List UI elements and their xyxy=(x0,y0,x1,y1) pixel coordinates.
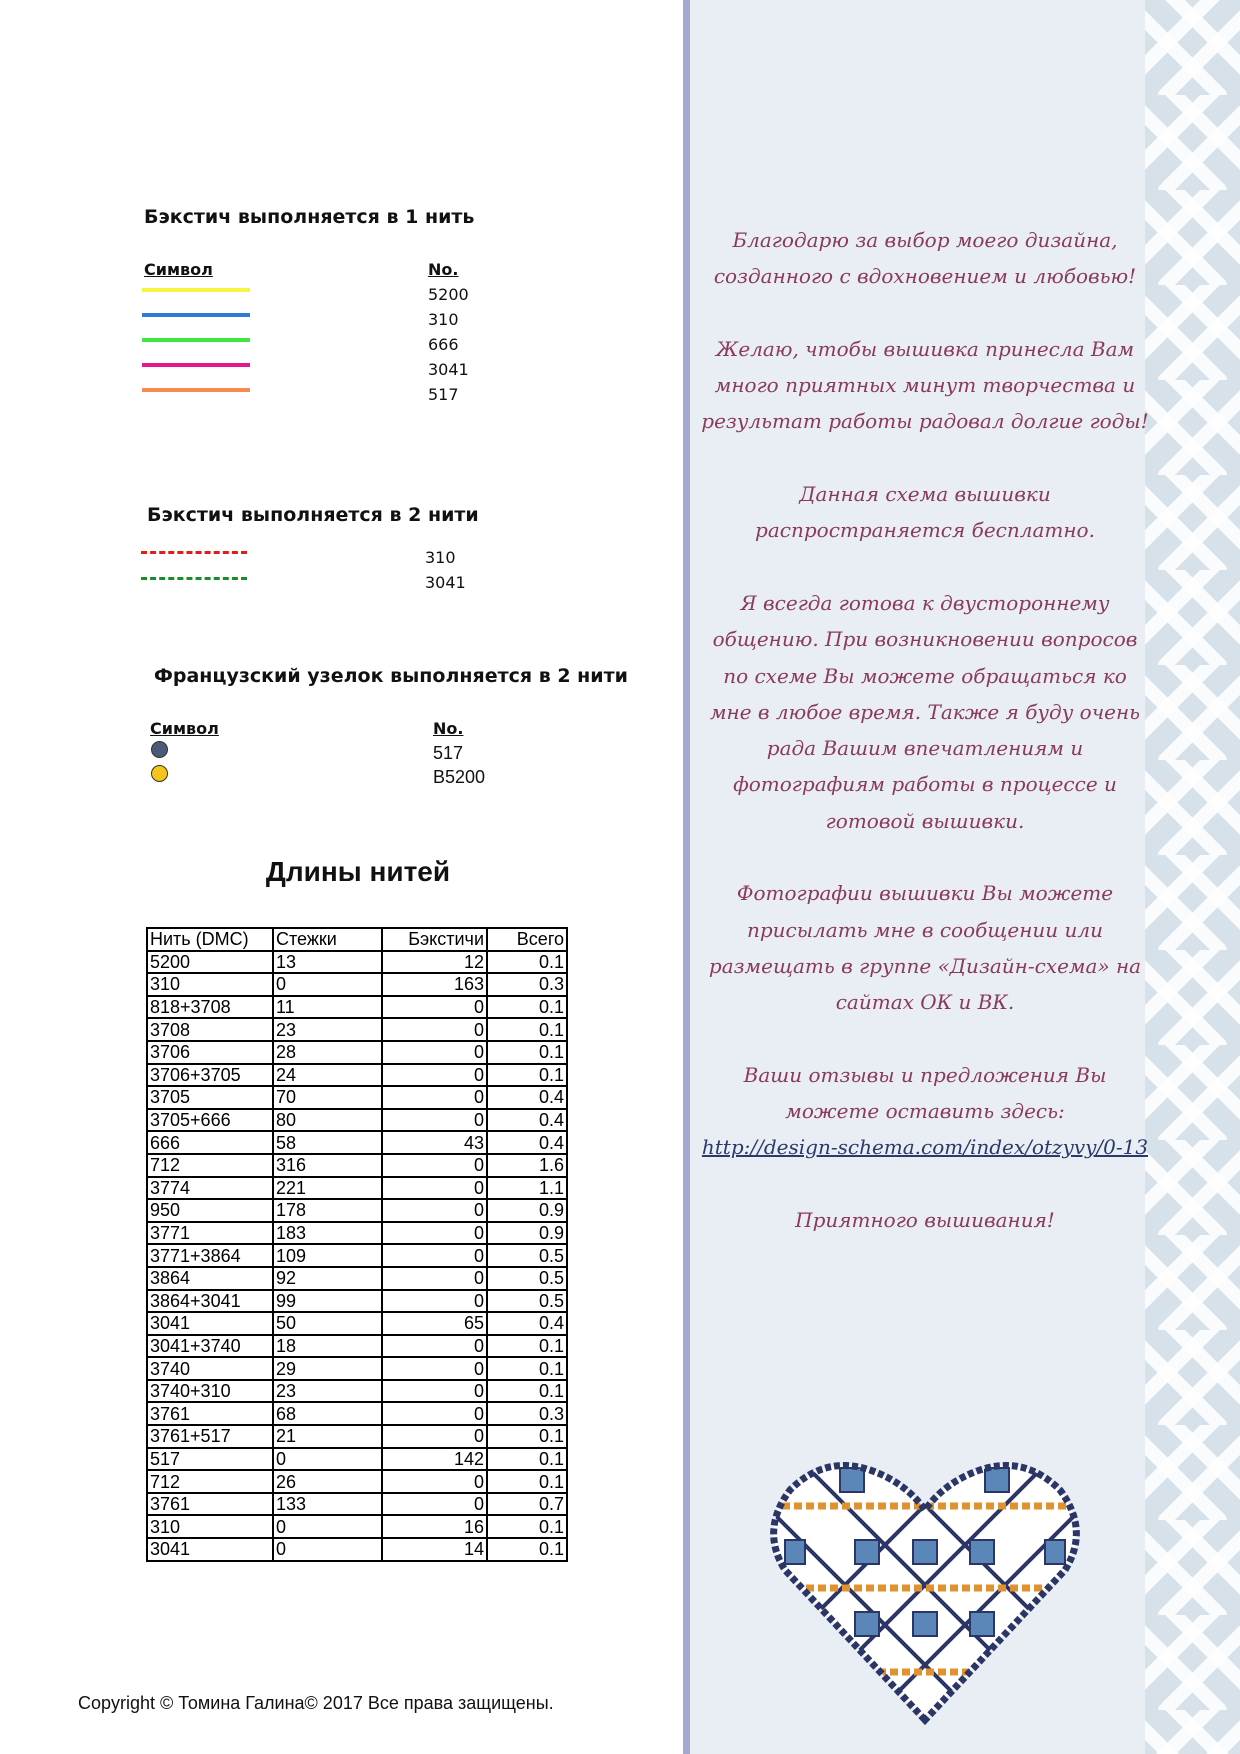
cell-total: 1.6 xyxy=(487,1154,567,1177)
cell-total: 0.1 xyxy=(487,1538,567,1561)
backstitch-no: 310 xyxy=(428,310,459,329)
message-paragraph: Фотографии вышивки Вы можете присылать мне в сообщении или размещать в группе «Дизайн-схема» на сайтах ОК и ВК. xyxy=(708,881,1142,1015)
cell-total: 0.1 xyxy=(487,1335,567,1358)
cell-total: 0.1 xyxy=(487,1380,567,1403)
backstitch-2-no: 310 xyxy=(425,548,456,567)
cell-total: 0.5 xyxy=(487,1244,567,1267)
table-row xyxy=(147,1177,567,1200)
table-row xyxy=(147,1493,567,1516)
cell-thread: 3761 xyxy=(147,1493,273,1516)
cell-thread: 5200 xyxy=(147,951,273,974)
cell-total: 0.4 xyxy=(487,1131,567,1154)
message-text xyxy=(700,222,1150,1275)
french-knot-no: 517 xyxy=(433,743,464,763)
cell-total: 0.1 xyxy=(487,996,567,1019)
cell-backstitches: 14 xyxy=(382,1538,487,1561)
feedback-link[interactable]: http://design-schema.com/index/otzyvy/0-13 xyxy=(701,1135,1149,1160)
cell-stitches: 68 xyxy=(273,1402,382,1425)
col-header-total: Всего xyxy=(487,928,567,951)
cell-total: 0.5 xyxy=(487,1290,567,1313)
feedback-text: Ваши отзывы и предложения Вы можете оставить здесь: xyxy=(743,1062,1107,1124)
cell-stitches: 21 xyxy=(273,1425,382,1448)
col-header-thread: Нить (DMC) xyxy=(147,928,273,951)
thread-lengths-table xyxy=(146,927,568,1562)
table-row xyxy=(147,1086,567,1109)
cell-total: 0.1 xyxy=(487,1064,567,1087)
cell-stitches: 11 xyxy=(273,996,382,1019)
cell-total: 0.1 xyxy=(487,951,567,974)
cell-stitches: 80 xyxy=(273,1109,382,1132)
message-paragraph: Благодарю за выбор моего дизайна, созданного с вдохновением и любовью! xyxy=(713,228,1137,289)
french-knot-no: B5200 xyxy=(433,767,486,787)
cell-thread: 3774 xyxy=(147,1177,273,1200)
symbol-header: Символ xyxy=(144,260,213,279)
dashed-line-310 xyxy=(141,551,247,554)
dashed-line-3041 xyxy=(141,577,247,580)
cell-stitches: 23 xyxy=(273,1380,382,1403)
cell-thread: 712 xyxy=(147,1470,273,1493)
symbol-header: Символ xyxy=(150,719,219,738)
message-paragraph: Желаю, чтобы вышивка принесла Вам много приятных минут творчества и результат работы радовал долгие годы! xyxy=(701,336,1149,434)
no-header: No. xyxy=(428,260,459,279)
backstitch-line-5200 xyxy=(142,288,250,292)
cell-thread: 3706+3705 xyxy=(147,1064,273,1087)
cell-stitches: 92 xyxy=(273,1267,382,1290)
embroidered-heart-image xyxy=(770,1450,1080,1725)
cell-stitches: 28 xyxy=(273,1041,382,1064)
backstitch-line-310 xyxy=(142,313,250,317)
cell-stitches: 26 xyxy=(273,1470,382,1493)
message-paragraph: Я всегда готова к двустороннему общению. При возникновении вопросов по схеме Вы можете обращаться ко мне в любое время. Также я буду очень рада Вашим впечатлениям и фотографиям работы в процессе и готовой вышивки. xyxy=(709,590,1141,833)
cell-backstitches: 0 xyxy=(382,1357,487,1380)
cell-stitches: 24 xyxy=(273,1064,382,1087)
french-knot-dot-517 xyxy=(151,741,168,758)
cell-backstitches: 0 xyxy=(382,1380,487,1403)
cell-total: 1.1 xyxy=(487,1177,567,1200)
table-row xyxy=(147,1222,567,1245)
cell-backstitches: 0 xyxy=(382,1267,487,1290)
cell-backstitches: 0 xyxy=(382,1109,487,1132)
cell-backstitches: 0 xyxy=(382,1290,487,1313)
cell-thread: 310 xyxy=(147,1515,273,1538)
table-row xyxy=(147,1267,567,1290)
cell-thread: 3771+3864 xyxy=(147,1244,273,1267)
cell-total: 0.1 xyxy=(487,1448,567,1471)
thread-lengths-title: Длины нитей xyxy=(265,856,451,887)
cell-thread: 3708 xyxy=(147,1018,273,1041)
cell-stitches: 316 xyxy=(273,1154,382,1177)
cell-backstitches: 163 xyxy=(382,973,487,996)
cell-total: 0.4 xyxy=(487,1312,567,1335)
panel-divider xyxy=(683,0,690,1754)
cell-backstitches: 142 xyxy=(382,1448,487,1471)
table-row xyxy=(147,1380,567,1403)
cell-thread: 3705+666 xyxy=(147,1109,273,1132)
table-row xyxy=(147,1131,567,1154)
table-header-row xyxy=(147,928,567,951)
cell-stitches: 0 xyxy=(273,1538,382,1561)
table-row xyxy=(147,1290,567,1313)
cell-backstitches: 43 xyxy=(382,1131,487,1154)
cell-thread: 3864+3041 xyxy=(147,1290,273,1313)
cell-stitches: 50 xyxy=(273,1312,382,1335)
table-row xyxy=(147,996,567,1019)
cell-total: 0.3 xyxy=(487,973,567,996)
table-row xyxy=(147,1041,567,1064)
cell-thread: 3705 xyxy=(147,1086,273,1109)
message-paragraph xyxy=(700,1057,1150,1166)
decorative-strip xyxy=(1145,0,1240,1754)
cell-stitches: 183 xyxy=(273,1222,382,1245)
cell-thread: 3041 xyxy=(147,1538,273,1561)
cell-backstitches: 0 xyxy=(382,1222,487,1245)
table-row xyxy=(147,1244,567,1267)
backstitch-line-3041 xyxy=(142,363,250,367)
table-row xyxy=(147,1402,567,1425)
cell-thread: 3041+3740 xyxy=(147,1335,273,1358)
cell-thread: 310 xyxy=(147,973,273,996)
cell-backstitches: 0 xyxy=(382,996,487,1019)
french-knot-title: Французский узелок выполняется в 2 нити xyxy=(154,665,628,687)
table-row xyxy=(147,951,567,974)
cell-thread: 3041 xyxy=(147,1312,273,1335)
cell-backstitches: 0 xyxy=(382,1199,487,1222)
cell-thread: 3706 xyxy=(147,1041,273,1064)
cell-thread: 950 xyxy=(147,1199,273,1222)
table-row xyxy=(147,1064,567,1087)
copyright: Copyright © Томина Галина© 2017 Все права защищены. xyxy=(78,1693,554,1713)
cell-backstitches: 16 xyxy=(382,1515,487,1538)
cell-total: 0.5 xyxy=(487,1267,567,1290)
cell-total: 0.9 xyxy=(487,1199,567,1222)
table-row xyxy=(147,1154,567,1177)
cell-stitches: 29 xyxy=(273,1357,382,1380)
cell-backstitches: 0 xyxy=(382,1018,487,1041)
backstitch-no: 517 xyxy=(428,385,459,404)
no-header: No. xyxy=(433,719,464,738)
cell-total: 0.1 xyxy=(487,1018,567,1041)
cell-backstitches: 0 xyxy=(382,1041,487,1064)
cell-total: 0.4 xyxy=(487,1109,567,1132)
cell-backstitches: 65 xyxy=(382,1312,487,1335)
backstitch-line-666 xyxy=(142,338,250,342)
cell-stitches: 70 xyxy=(273,1086,382,1109)
cell-thread: 712 xyxy=(147,1154,273,1177)
cell-stitches: 23 xyxy=(273,1018,382,1041)
cell-stitches: 0 xyxy=(273,1515,382,1538)
cell-thread: 3761 xyxy=(147,1402,273,1425)
closing-text: Приятного вышивания! xyxy=(795,1208,1055,1233)
backstitch-2-no: 3041 xyxy=(425,573,466,592)
backstitch-1-title: Бэкстич выполняется в 1 нить xyxy=(144,206,475,228)
cell-total: 0.4 xyxy=(487,1086,567,1109)
cross-pattern-decoration xyxy=(1145,0,1240,1754)
message-paragraph: Данная схема вышивки распространяется бесплатно. xyxy=(755,482,1095,543)
cell-stitches: 18 xyxy=(273,1335,382,1358)
backstitch-2-title: Бэкстич выполняется в 2 нити xyxy=(147,504,479,526)
table-row xyxy=(147,1018,567,1041)
cell-stitches: 0 xyxy=(273,973,382,996)
table-row xyxy=(147,1470,567,1493)
cell-total: 0.1 xyxy=(487,1425,567,1448)
cell-backstitches: 0 xyxy=(382,1154,487,1177)
cell-total: 0.3 xyxy=(487,1402,567,1425)
cell-total: 0.7 xyxy=(487,1493,567,1516)
table-row xyxy=(147,1515,567,1538)
cell-backstitches: 0 xyxy=(382,1402,487,1425)
table-row xyxy=(147,1538,567,1561)
cell-backstitches: 0 xyxy=(382,1086,487,1109)
cell-stitches: 178 xyxy=(273,1199,382,1222)
cell-stitches: 13 xyxy=(273,951,382,974)
cell-stitches: 99 xyxy=(273,1290,382,1313)
cell-thread: 517 xyxy=(147,1448,273,1471)
backstitch-no: 5200 xyxy=(428,285,469,304)
table-row xyxy=(147,1448,567,1471)
cell-thread: 3761+517 xyxy=(147,1425,273,1448)
table-row xyxy=(147,1199,567,1222)
cell-total: 0.9 xyxy=(487,1222,567,1245)
backstitch-no: 666 xyxy=(428,335,459,354)
table-row xyxy=(147,1357,567,1380)
table-row xyxy=(147,1312,567,1335)
cell-total: 0.1 xyxy=(487,1470,567,1493)
cell-backstitches: 12 xyxy=(382,951,487,974)
cell-backstitches: 0 xyxy=(382,1064,487,1087)
cell-stitches: 133 xyxy=(273,1493,382,1516)
table-row xyxy=(147,1109,567,1132)
cell-total: 0.1 xyxy=(487,1041,567,1064)
cell-stitches: 221 xyxy=(273,1177,382,1200)
table-row xyxy=(147,973,567,996)
cell-thread: 666 xyxy=(147,1131,273,1154)
col-header-backstitches: Бэкстичи xyxy=(382,928,487,951)
cell-backstitches: 0 xyxy=(382,1244,487,1267)
cell-stitches: 58 xyxy=(273,1131,382,1154)
cell-backstitches: 0 xyxy=(382,1470,487,1493)
cell-thread: 3740+310 xyxy=(147,1380,273,1403)
cell-total: 0.1 xyxy=(487,1357,567,1380)
cell-backstitches: 0 xyxy=(382,1335,487,1358)
cell-backstitches: 0 xyxy=(382,1493,487,1516)
cell-thread: 3740 xyxy=(147,1357,273,1380)
cell-stitches: 0 xyxy=(273,1448,382,1471)
backstitch-no: 3041 xyxy=(428,360,469,379)
col-header-stitches: Стежки xyxy=(273,928,382,951)
cell-total: 0.1 xyxy=(487,1515,567,1538)
cell-stitches: 109 xyxy=(273,1244,382,1267)
table-row xyxy=(147,1335,567,1358)
table-row xyxy=(147,1425,567,1448)
cell-thread: 3771 xyxy=(147,1222,273,1245)
cell-thread: 818+3708 xyxy=(147,996,273,1019)
cell-backstitches: 0 xyxy=(382,1177,487,1200)
backstitch-line-517 xyxy=(142,388,250,392)
cell-thread: 3864 xyxy=(147,1267,273,1290)
cell-backstitches: 0 xyxy=(382,1425,487,1448)
french-knot-dot-b5200 xyxy=(151,765,168,782)
